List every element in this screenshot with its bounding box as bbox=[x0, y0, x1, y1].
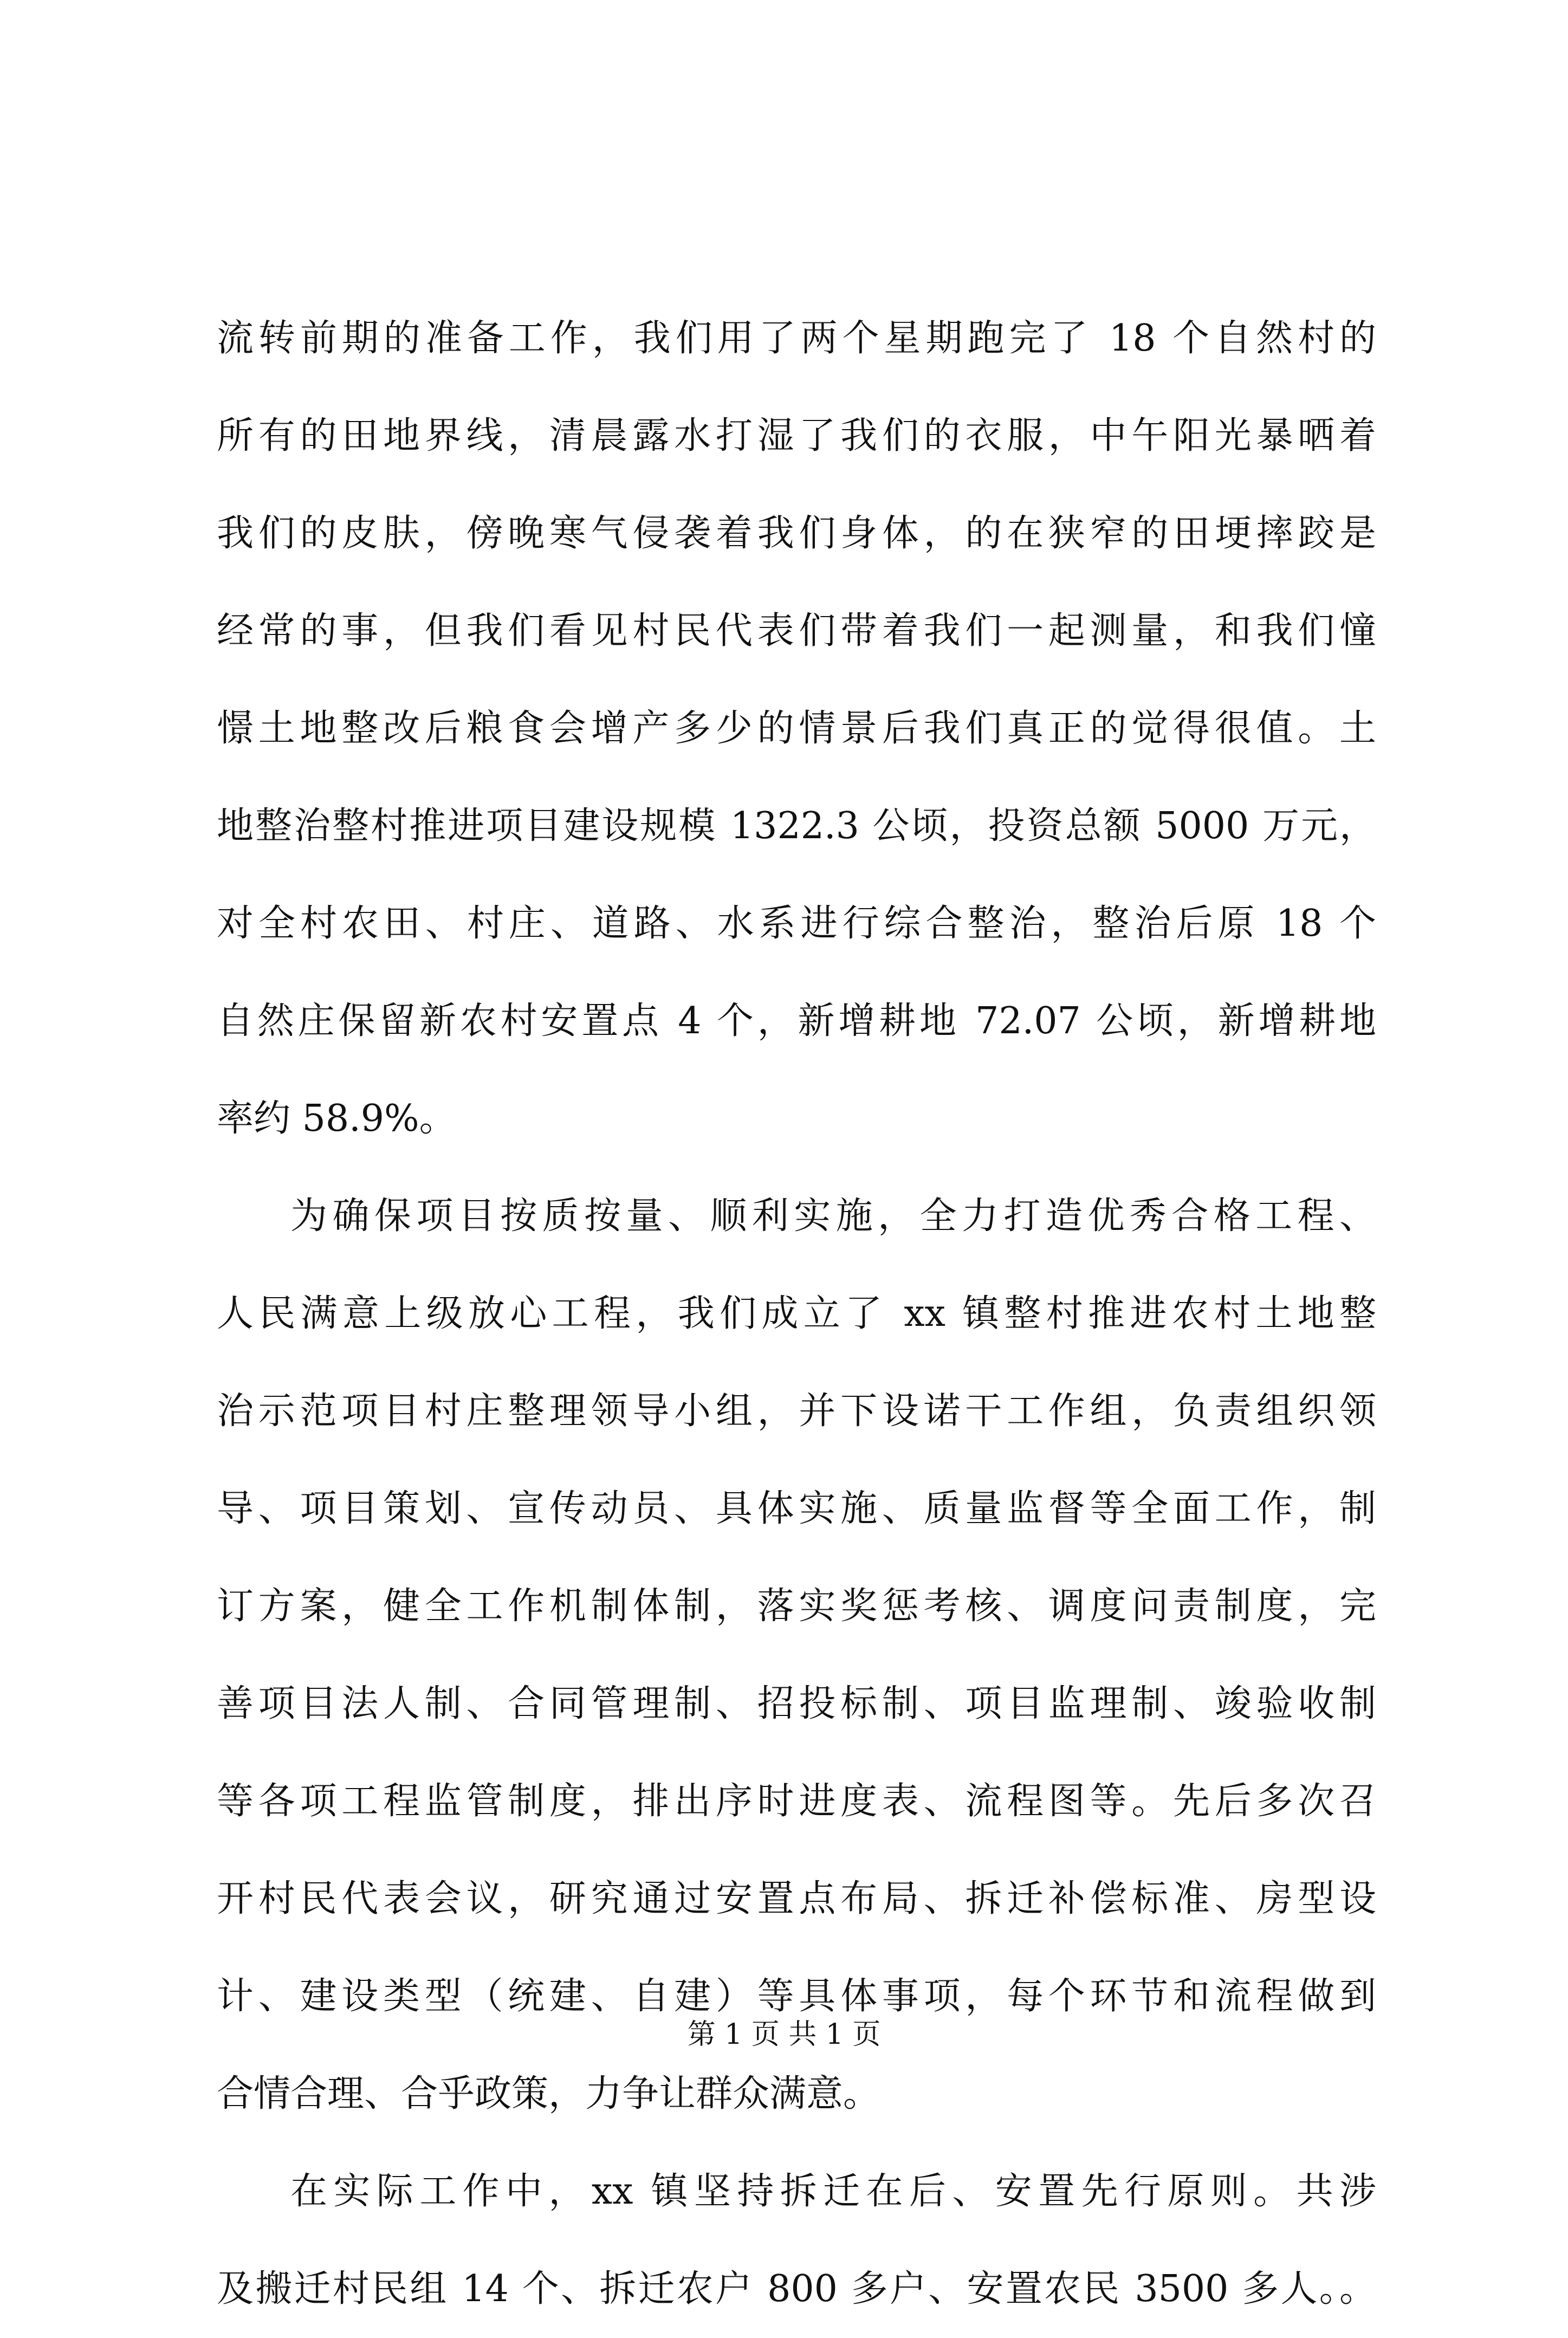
text-line: 善项目法人制、合同管理制、招投标制、项目监理制、竣验收制 bbox=[217, 1682, 1376, 1725]
text-line: 治示范项目村庄整理领导小组，并下设诺干工作组，负责组织领 bbox=[217, 1390, 1376, 1433]
text-line: 合情合理、合乎政策，力争让群众满意。 bbox=[217, 2073, 880, 2115]
text-line: 流转前期的准备工作，我们用了两个星期跑完了 18 个自然村的 bbox=[217, 317, 1376, 360]
text-line: 对全村农田、村庄、道路、水系进行综合整治，整治后原 18 个 bbox=[217, 902, 1376, 945]
page-number-label: 第 1 页 共 1 页 bbox=[687, 2018, 881, 2051]
text-line: 我们的皮肤，傍晚寒气侵袭着我们身体，的在狭窄的田埂摔跤是 bbox=[217, 512, 1376, 555]
text-line: 率约 58.9%。 bbox=[217, 1097, 456, 1140]
paragraph bbox=[217, 1168, 1376, 2143]
text-line: 开村民代表会议，研究通过安置点布局、拆迁补偿标准、房型设 bbox=[217, 1877, 1376, 1920]
text-line: 憬土地整改后粮食会增产多少的情景后我们真正的觉得很值。土 bbox=[217, 707, 1376, 750]
text-line: 导、项目策划、宣传动员、具体实施、质量监督等全面工作，制 bbox=[217, 1487, 1376, 1530]
text-line: 人民满意上级放心工程，我们成立了 xx 镇整村推进农村土地整 bbox=[217, 1292, 1376, 1335]
text-line: 等各项工程监管制度，排出序时进度表、流程图等。先后多次召 bbox=[217, 1780, 1376, 1823]
paragraph bbox=[217, 2143, 1376, 2338]
text-line: 地整治整村推进项目建设规模 1322.3 公顷，投资总额 5000 万元， bbox=[217, 805, 1376, 847]
text-line: 所有的田地界线，清晨露水打湿了我们的衣服，中午阳光暴晒着 bbox=[217, 415, 1376, 457]
text-line: 订方案，健全工作机制体制，落实奖惩考核、调度问责制度，完 bbox=[217, 1585, 1376, 1628]
text-line: 在实际工作中，xx 镇坚持拆迁在后、安置先行原则。共涉 bbox=[290, 2170, 1376, 2213]
text-line: 及搬迁村民组 14 个、拆迁农户 800 多户、安置农民 3500 多人。。 bbox=[217, 2268, 1376, 2310]
text-line: 为确保项目按质按量、顺利实施，全力打造优秀合格工程、 bbox=[290, 1195, 1376, 1238]
text-line: 自然庄保留新农村安置点 4 个，新增耕地 72.07 公顷，新增耕地 bbox=[217, 1000, 1376, 1042]
text-line: 经常的事，但我们看见村民代表们带着我们一起测量，和我们憧 bbox=[217, 610, 1376, 652]
text-line: 计、建设类型（统建、自建）等具体事项，每个环节和流程做到 bbox=[217, 1975, 1376, 2018]
paragraph bbox=[217, 290, 1376, 1168]
page-footer bbox=[0, 2013, 1568, 2056]
